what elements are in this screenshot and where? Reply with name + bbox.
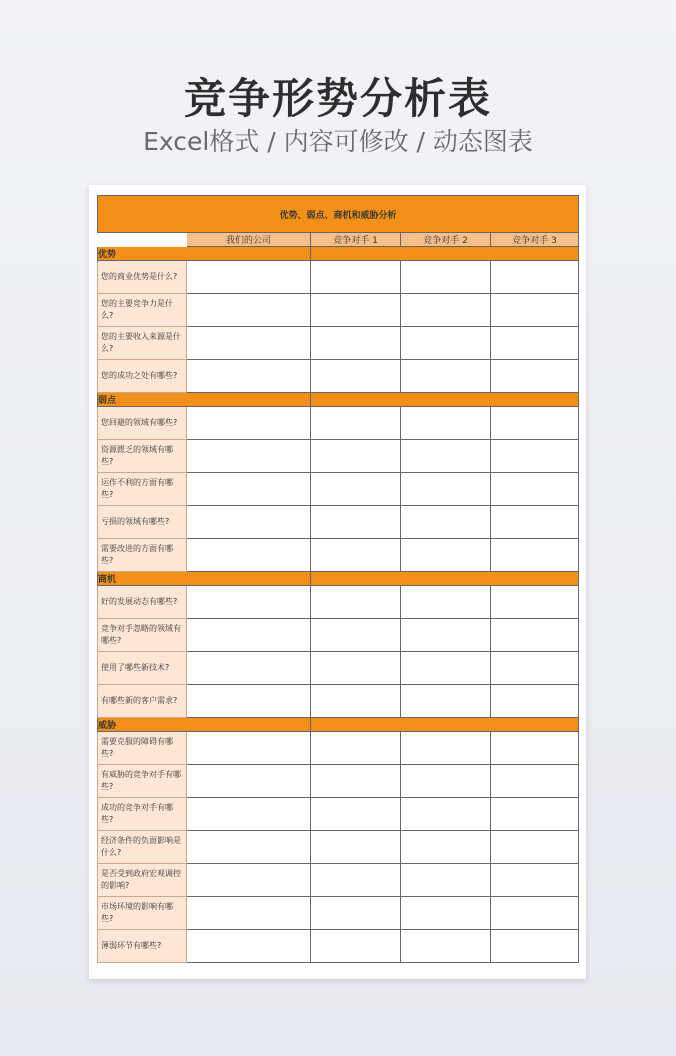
- question-label: 运作不利的方面有哪些?: [98, 473, 187, 506]
- question-label: 亏损的领域有哪些?: [98, 506, 187, 539]
- page-title: 竞争形势分析表: [183, 74, 492, 123]
- answer-cell[interactable]: [311, 586, 401, 619]
- question-label: 您的商业优势是什么?: [98, 261, 187, 294]
- answer-cell[interactable]: [401, 864, 491, 897]
- column-header-competitor-1: 竞争对手 1: [311, 233, 401, 247]
- answer-cell[interactable]: [491, 473, 579, 506]
- question-label: 有哪些新的客户需求?: [98, 685, 187, 718]
- question-label: 是否受到政府宏观调控的影响?: [98, 864, 187, 897]
- answer-cell[interactable]: [311, 897, 401, 930]
- answer-cell[interactable]: [311, 732, 401, 765]
- answer-cell[interactable]: [491, 930, 579, 963]
- question-row: [98, 897, 579, 930]
- answer-cell[interactable]: [401, 261, 491, 294]
- question-label: 需要克服的障碍有哪些?: [98, 732, 187, 765]
- answer-cell[interactable]: [187, 732, 311, 765]
- answer-cell[interactable]: [491, 685, 579, 718]
- question-row: [98, 732, 579, 765]
- answer-cell[interactable]: [311, 261, 401, 294]
- swot-table: [97, 195, 579, 963]
- question-label: 需要改进的方面有哪些?: [98, 539, 187, 572]
- section-row: [98, 718, 579, 732]
- question-row: [98, 539, 579, 572]
- answer-cell[interactable]: [401, 586, 491, 619]
- column-header-row: [98, 233, 579, 247]
- section-filler-cell: [311, 247, 579, 261]
- answer-cell[interactable]: [187, 798, 311, 831]
- answer-cell[interactable]: [401, 897, 491, 930]
- question-row: [98, 440, 579, 473]
- answer-cell[interactable]: [491, 440, 579, 473]
- answer-cell[interactable]: [491, 831, 579, 864]
- answer-cell[interactable]: [311, 440, 401, 473]
- question-label: 您的成功之处有哪些?: [98, 360, 187, 393]
- answer-cell[interactable]: [491, 798, 579, 831]
- section-row: [98, 572, 579, 586]
- answer-cell[interactable]: [311, 360, 401, 393]
- answer-cell[interactable]: [491, 765, 579, 798]
- question-label: 使用了哪些新技术?: [98, 652, 187, 685]
- answer-cell[interactable]: [187, 294, 311, 327]
- answer-cell[interactable]: [311, 798, 401, 831]
- answer-cell[interactable]: [311, 652, 401, 685]
- section-label: 优势: [98, 247, 311, 261]
- question-row: [98, 360, 579, 393]
- answer-cell[interactable]: [401, 798, 491, 831]
- answer-cell[interactable]: [311, 473, 401, 506]
- answer-cell[interactable]: [187, 897, 311, 930]
- answer-cell[interactable]: [401, 685, 491, 718]
- answer-cell[interactable]: [187, 473, 311, 506]
- question-label: 您的主要竞争力是什么?: [98, 294, 187, 327]
- question-label: 市场环境的影响有哪些?: [98, 897, 187, 930]
- answer-cell[interactable]: [401, 407, 491, 440]
- answer-cell[interactable]: [401, 506, 491, 539]
- answer-cell[interactable]: [187, 440, 311, 473]
- section-row: [98, 247, 579, 261]
- answer-cell[interactable]: [401, 619, 491, 652]
- answer-cell[interactable]: [401, 440, 491, 473]
- answer-cell[interactable]: [311, 930, 401, 963]
- answer-cell[interactable]: [401, 732, 491, 765]
- answer-cell[interactable]: [491, 897, 579, 930]
- question-row: [98, 506, 579, 539]
- answer-cell[interactable]: [491, 261, 579, 294]
- answer-cell[interactable]: [491, 586, 579, 619]
- question-row: [98, 294, 579, 327]
- answer-cell[interactable]: [311, 294, 401, 327]
- question-row: [98, 930, 579, 963]
- answer-cell[interactable]: [187, 930, 311, 963]
- question-row: [98, 765, 579, 798]
- answer-cell[interactable]: [401, 652, 491, 685]
- answer-cell[interactable]: [187, 685, 311, 718]
- section-label: 威胁: [98, 718, 311, 732]
- answer-cell[interactable]: [187, 619, 311, 652]
- answer-cell[interactable]: [401, 360, 491, 393]
- question-label: 薄弱环节有哪些?: [98, 930, 187, 963]
- question-row: [98, 586, 579, 619]
- question-row: [98, 652, 579, 685]
- header-blank-cell: [98, 233, 187, 247]
- table-title: 优势、弱点、商机和威胁分析: [98, 196, 579, 233]
- answer-cell[interactable]: [187, 506, 311, 539]
- section-label: 弱点: [98, 393, 311, 407]
- spreadsheet-preview: [89, 185, 586, 979]
- section-filler-cell: [311, 393, 579, 407]
- answer-cell[interactable]: [401, 327, 491, 360]
- answer-cell[interactable]: [401, 831, 491, 864]
- question-row: [98, 864, 579, 897]
- answer-cell[interactable]: [401, 765, 491, 798]
- question-row: [98, 407, 579, 440]
- question-row: [98, 261, 579, 294]
- answer-cell[interactable]: [187, 360, 311, 393]
- answer-cell[interactable]: [187, 261, 311, 294]
- answer-cell[interactable]: [401, 930, 491, 963]
- page-subtitle: Excel格式 / 内容可修改 / 动态图表: [143, 127, 533, 156]
- answer-cell[interactable]: [491, 407, 579, 440]
- section-filler-cell: [311, 572, 579, 586]
- section-filler-cell: [311, 718, 579, 732]
- answer-cell[interactable]: [401, 294, 491, 327]
- answer-cell[interactable]: [491, 539, 579, 572]
- answer-cell[interactable]: [491, 327, 579, 360]
- column-header-competitor-2: 竞争对手 2: [401, 233, 491, 247]
- answer-cell[interactable]: [187, 831, 311, 864]
- answer-cell[interactable]: [491, 864, 579, 897]
- question-label: 您的主要收入来源是什么?: [98, 327, 187, 360]
- answer-cell[interactable]: [491, 732, 579, 765]
- answer-cell[interactable]: [187, 652, 311, 685]
- answer-cell[interactable]: [311, 619, 401, 652]
- question-row: [98, 619, 579, 652]
- answer-cell[interactable]: [401, 473, 491, 506]
- section-row: [98, 393, 579, 407]
- section-label: 商机: [98, 572, 311, 586]
- answer-cell[interactable]: [401, 539, 491, 572]
- question-label: 成功的竞争对手有哪些?: [98, 798, 187, 831]
- column-header-competitor-3: 竞争对手 3: [491, 233, 579, 247]
- answer-cell[interactable]: [311, 327, 401, 360]
- question-row: [98, 798, 579, 831]
- question-label: 有威胁的竞争对手有哪些?: [98, 765, 187, 798]
- answer-cell[interactable]: [491, 652, 579, 685]
- answer-cell[interactable]: [187, 407, 311, 440]
- question-label: 您回避的领域有哪些?: [98, 407, 187, 440]
- question-row: [98, 327, 579, 360]
- answer-cell[interactable]: [187, 586, 311, 619]
- answer-cell[interactable]: [311, 539, 401, 572]
- question-label: 好的发展动态有哪些?: [98, 586, 187, 619]
- answer-cell[interactable]: [187, 539, 311, 572]
- question-label: 资源匮乏的领域有哪些?: [98, 440, 187, 473]
- answer-cell[interactable]: [187, 864, 311, 897]
- answer-cell[interactable]: [311, 831, 401, 864]
- answer-cell[interactable]: [491, 360, 579, 393]
- question-label: 竞争对手忽略的领域有哪些?: [98, 619, 187, 652]
- question-row: [98, 473, 579, 506]
- answer-cell[interactable]: [311, 685, 401, 718]
- question-label: 经济条件的负面影响是什么?: [98, 831, 187, 864]
- answer-cell[interactable]: [491, 294, 579, 327]
- table-title-row: [98, 196, 579, 233]
- answer-cell[interactable]: [187, 765, 311, 798]
- answer-cell[interactable]: [311, 765, 401, 798]
- question-row: [98, 685, 579, 718]
- question-row: [98, 831, 579, 864]
- answer-cell[interactable]: [311, 864, 401, 897]
- answer-cell[interactable]: [311, 407, 401, 440]
- answer-cell[interactable]: [491, 506, 579, 539]
- answer-cell[interactable]: [187, 327, 311, 360]
- column-header-our-company: 我们的公司: [187, 233, 311, 247]
- answer-cell[interactable]: [491, 619, 579, 652]
- answer-cell[interactable]: [311, 506, 401, 539]
